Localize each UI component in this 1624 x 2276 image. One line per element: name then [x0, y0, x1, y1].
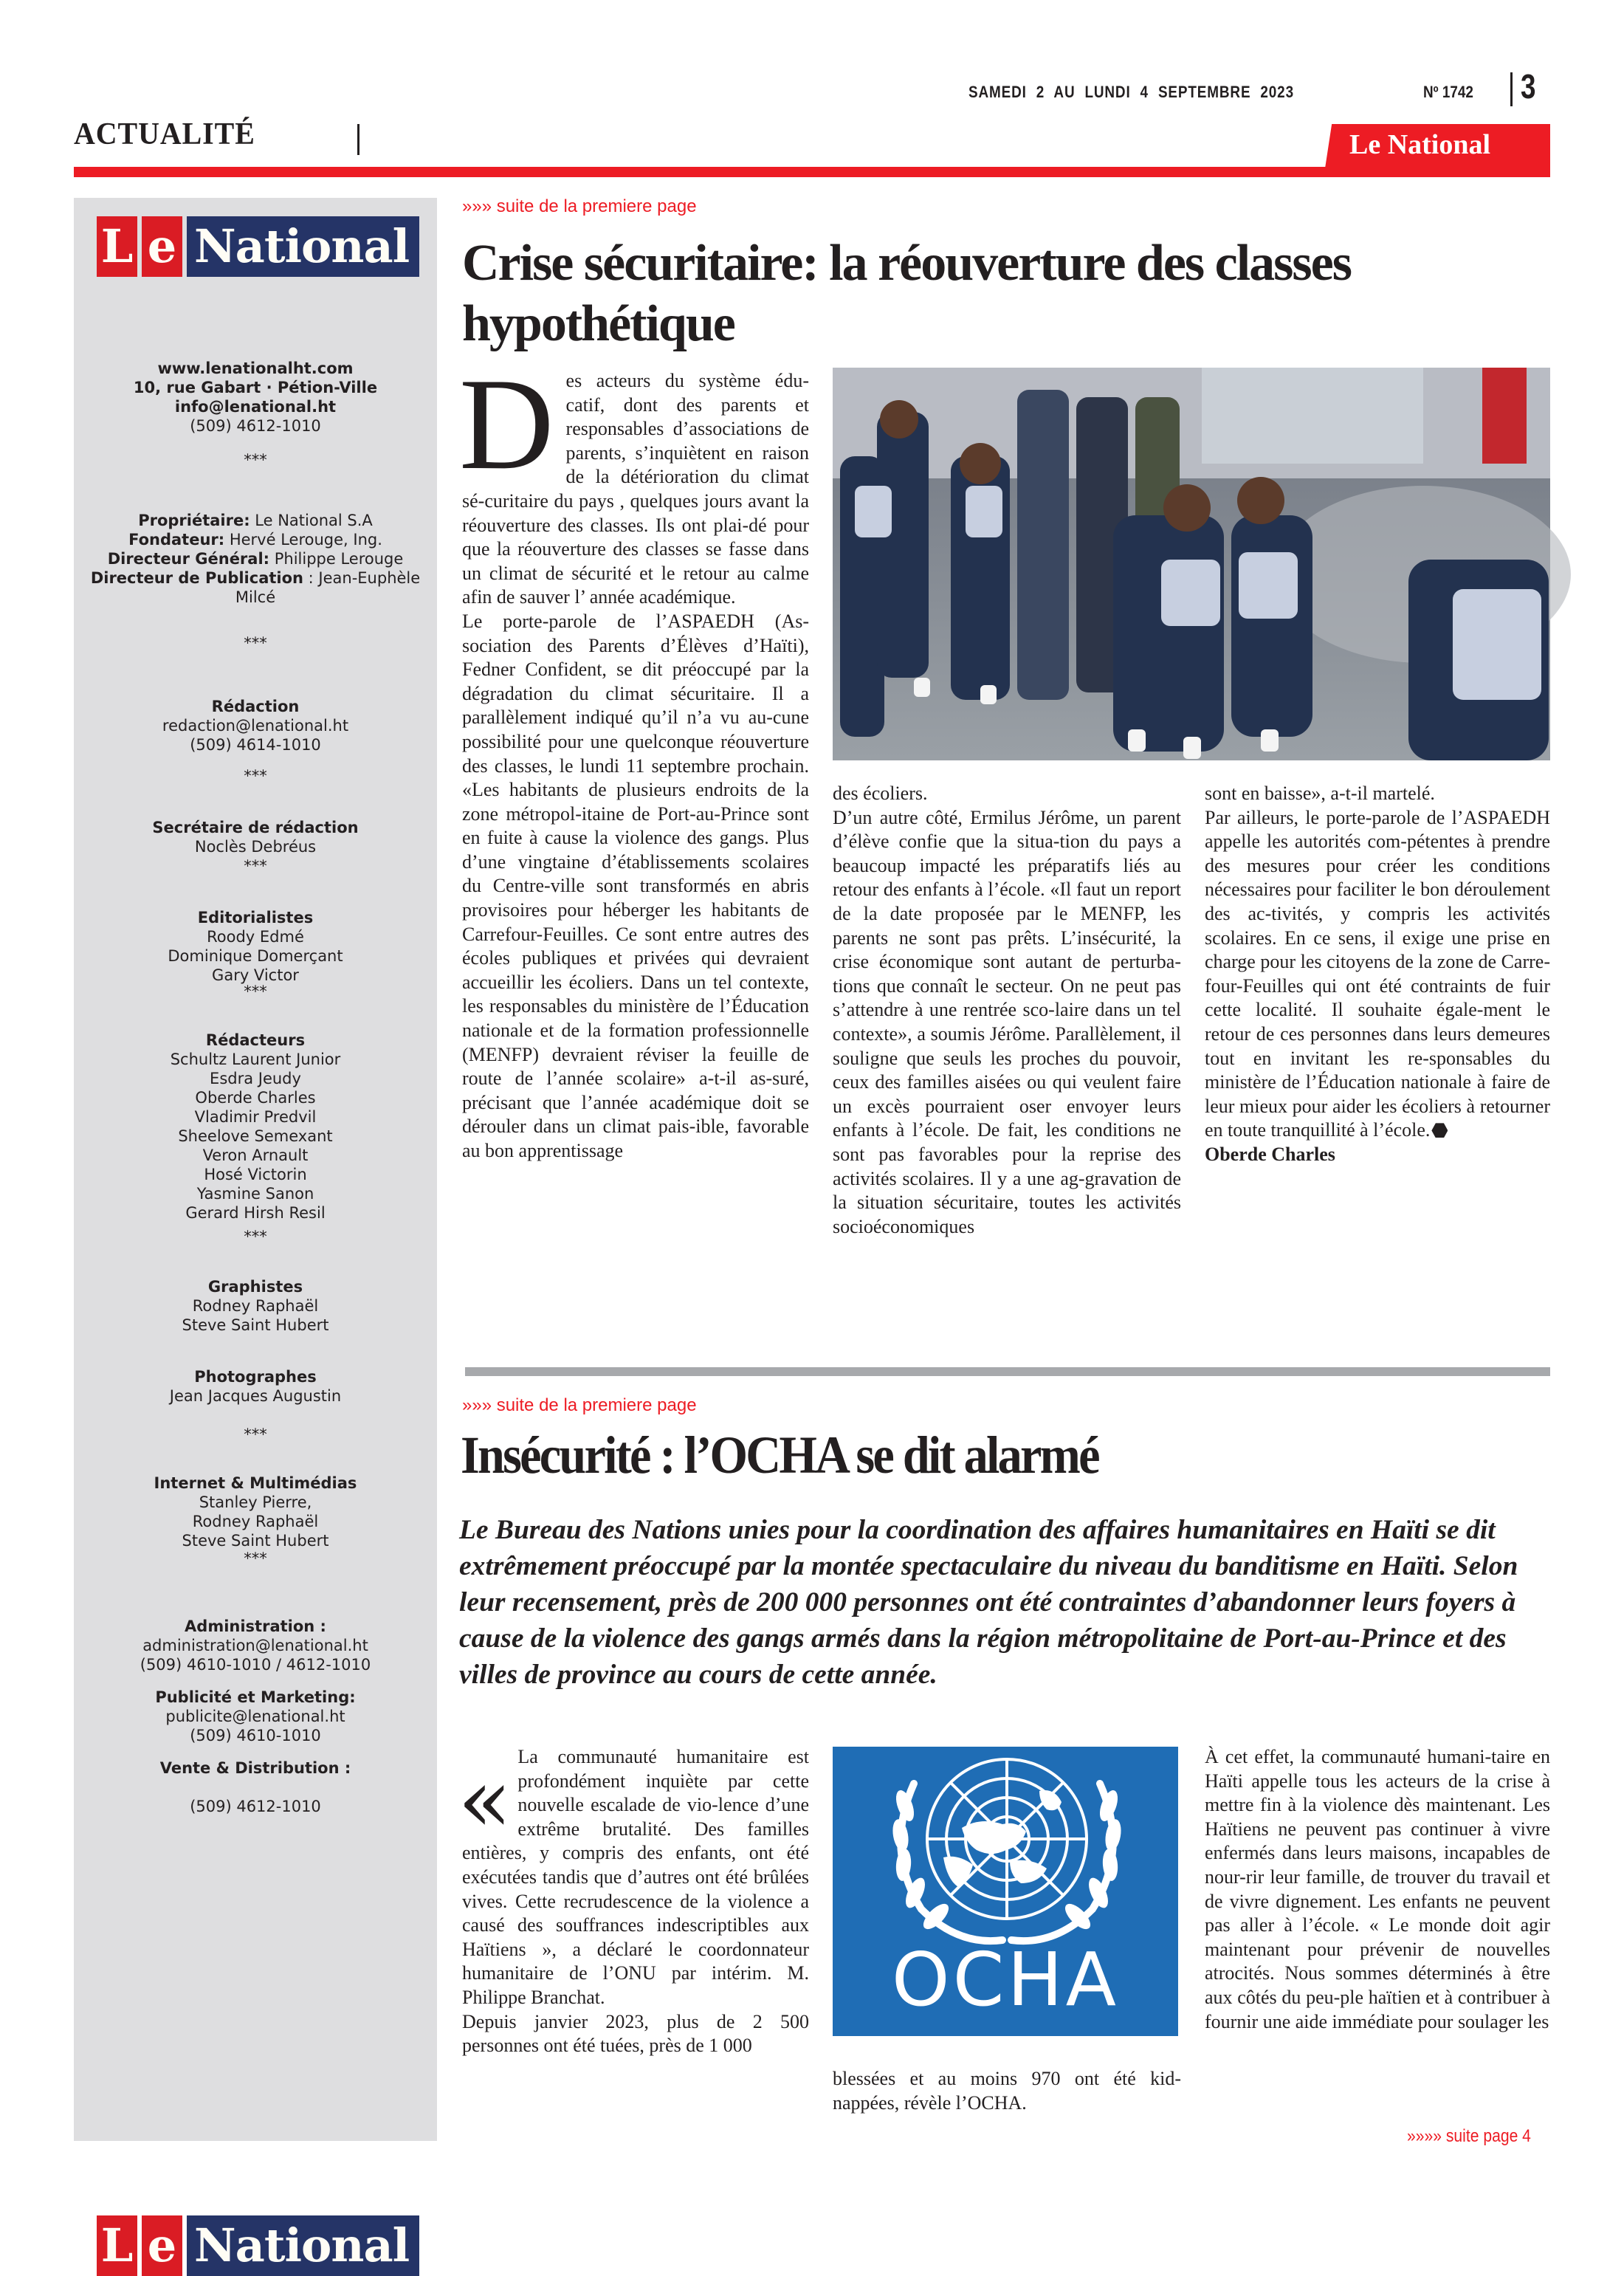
redacteur-name: Vladimir Predvil — [194, 1108, 317, 1126]
contact-email: info@lenational.ht — [174, 398, 337, 416]
paragraph: sont en baisse», a-t-il martelé. — [1205, 783, 1435, 804]
logo-word: National — [187, 216, 419, 277]
publisher-value: : Jean-Euphèle Milcé — [235, 569, 421, 606]
photo-placeholder-icon — [833, 368, 1550, 760]
director-label: Directeur Général: — [107, 550, 270, 568]
schoolchildren-photo — [833, 368, 1550, 760]
issue-number: Nº 1742 — [1423, 83, 1473, 101]
publicite-title: Publicité et Marketing: — [155, 1688, 356, 1706]
administration-block — [74, 1617, 437, 1674]
masthead-sidebar — [74, 198, 437, 2272]
secretaire-block — [74, 818, 437, 856]
paragraph: blessées et au moins 970 ont été kid-nappées, révèle l’OCHA. — [833, 2068, 1181, 2114]
separator: *** — [244, 767, 267, 785]
photographes-title: Photographes — [194, 1368, 317, 1386]
article-column-3 — [1205, 1745, 1550, 2034]
separator: *** — [244, 634, 267, 652]
founder-value: Hervé Lerouge, Ing. — [224, 531, 382, 549]
logo-word: National — [187, 2215, 419, 2276]
editorialistes-block — [74, 908, 437, 985]
le-national-logo — [97, 216, 419, 277]
secretaire-title: Secrétaire de rédaction — [152, 819, 359, 836]
paragraph-text: Par ailleurs, le porte-parole de l’ASPAEDH appelle les autorités com-pétentes à prendre des mesures pour créer les conditions nécessaires pour faciliter le bon déroulement des ac-tivités, y compris les activités scolaires. En ce sens, il exige une prise en charge pour les citoyens de la zone de Carre-four-Feuilles qui ont été contraints de fuir cette localité. Il souhaite égale-ment le retour de ces personnes dans leurs demeures tout en invitant les re-sponsables du ministère de l’Éducation nationale à faire de leur mieux pour aider les écoliers à retourner en toute tranquillité à l’école. — [1205, 806, 1550, 1141]
publicite-block — [74, 1688, 437, 1745]
header-divider — [1510, 72, 1513, 106]
ocha-logo — [833, 1747, 1178, 2036]
editorialiste-name: Gary Victor — [212, 966, 299, 984]
editorialiste-name: Dominique Domerçant — [168, 947, 343, 965]
article-lead: Le Bureau des Nations unies pour la coordination des affaires humanitaires en Haïti se dit extrêmement préoccupé par la montée spectaculaire du niveau du banditisme en Haïti. Selon leur recensement, près de 200 000 personnes ont été contraintes d’abandonner leurs foyers à cause de la violence des gangs armés dans la région métropolitaine de Port-au-Prince et des villes de province au cours de cette année. — [459, 1515, 1518, 1690]
redacteur-name: Yasmine Sanon — [196, 1185, 314, 1203]
internet-block — [74, 1474, 437, 1550]
contact-phone: (509) 4612-1010 — [190, 417, 321, 435]
logo-letter: e — [142, 216, 182, 277]
administration-title: Administration : — [185, 1617, 326, 1635]
section-title: ACTUALITÉ — [74, 117, 255, 151]
ownership-block — [74, 511, 437, 607]
paragraph: D’un autre côté, Ermilus Jérôme, un parent d’élève confie que la situa-tion du pays a beaucoup impacté les préparatifs liés au retour des enfants à l’école. «Il faut un report de la date proposée par le MENFP, les parents ne sont pas prêts. L’insécurité, la crise économique sont autant de perturba-tions que connaît le secteur. On ne peut pas s’attendre à une rentrée sco-laire dans un tel contexte», a soumis Jérôme. Parallèlement, il souligne que seuls les proches du pouvoir, ceux des familles aisées ou qui veulent faire un excès pourraient oser envoyer leurs enfants à l’école. De fait, les conditions ne sont pas favorables pour la reprise des activités scolaires. Il y a une ag-gravation de la situation sécuritaire, toutes les activités socioéconomiques — [833, 806, 1181, 1237]
graphiste-name: Steve Saint Hubert — [182, 1316, 329, 1334]
founder-label: Fondateur: — [128, 531, 225, 549]
article-column-1 — [459, 351, 809, 1163]
continued-from-front-link[interactable]: »»» suite de la premiere page — [462, 1395, 697, 1415]
internet-name: Stanley Pierre, — [199, 1493, 312, 1511]
publisher-label: Directeur de Publication — [90, 569, 303, 587]
secretaire-name: Noclès Debréus — [194, 838, 317, 856]
redacteur-name: Esdra Jeudy — [210, 1070, 301, 1087]
header-rule — [74, 167, 1550, 177]
internet-title: Internet & Multimédias — [154, 1474, 357, 1492]
contact-block — [74, 359, 437, 436]
editorialistes-title: Editorialistes — [197, 909, 314, 926]
administration-phone: (509) 4610-1010 / 4612-1010 — [140, 1656, 371, 1674]
article-column-3 — [1205, 782, 1550, 1167]
website: www.lenationalht.com — [157, 360, 354, 377]
owner-label: Propriétaire: — [138, 512, 250, 529]
photographes-block — [74, 1367, 437, 1406]
redaction-block — [74, 697, 437, 754]
issue-date: SAMEDI 2 AU LUNDI 4 SEPTEMBRE 2023 — [968, 83, 1294, 101]
article-column-2 — [833, 782, 1181, 1239]
page-number: 3 — [1521, 67, 1536, 106]
graphiste-name: Rodney Raphaël — [192, 1297, 319, 1315]
vente-block — [74, 1758, 437, 1816]
editorialiste-name: Roody Edmé — [207, 928, 304, 946]
brand-tab-label: Le National — [1349, 129, 1491, 160]
separator: *** — [244, 1228, 267, 1245]
paragraph: es acteurs du système édu-catif, dont des parents et responsables d’associations de parents, s’inquiètent en raison de la détérioration du climat sé-curitaire du pays , quelques jours avant la réouverture des classes. Ils ont plai-dé pour que la réouverture des classes se fasse dans un climat de sécurité et le retour au calme afin de sauver l’ année académique. — [462, 370, 809, 608]
redacteur-name: Hosé Victorin — [204, 1166, 307, 1183]
paragraph: La communauté humanitaire est profondément inquiète par cette nouvelle escalade de vio-lence d’une extrême brutalité. Des familles entières, y compris des enfants, ont été exécutées tandis que d’autres ont été brûlées vives. Cette recrudescence de la violence a causé des souffrances indescriptibles aux Haïtiens », a déclaré le coordonnateur humanitaire de l’ONU par intérim. M. Philippe Branchat. — [462, 1746, 809, 2008]
article-column-2 — [833, 2067, 1181, 2115]
drop-cap: D — [459, 351, 554, 497]
article-headline: Insécurité : l’OCHA se dit alarmé — [461, 1426, 1098, 1485]
director-value: Philippe Lerouge — [269, 550, 404, 568]
redacteur-name: Veron Arnault — [202, 1146, 309, 1164]
le-national-logo-footer — [97, 2215, 419, 2276]
logo-letter: L — [97, 2215, 137, 2276]
graphistes-title: Graphistes — [207, 1278, 303, 1296]
paragraph — [1205, 806, 1550, 1143]
redacteur-name: Oberde Charles — [195, 1089, 316, 1107]
separator: *** — [244, 451, 267, 469]
address: 10, rue Gabart · Pétion-Ville — [133, 379, 378, 396]
separator: *** — [244, 1426, 267, 1443]
vente-phone: (509) 4612-1010 — [190, 1798, 321, 1815]
paragraph: Depuis janvier 2023, plus de 2 500 personnes ont été tuées, près de 1 000 — [462, 2010, 809, 2057]
internet-name: Rodney Raphaël — [192, 1513, 319, 1530]
article-divider — [465, 1367, 1550, 1376]
redaction-title: Rédaction — [211, 698, 300, 715]
logo-letter: L — [97, 216, 137, 277]
continued-from-front-link[interactable]: »»» suite de la premiere page — [462, 196, 697, 216]
paragraph: Le porte-parole de l’ASPAEDH (As-sociation des Parents d’Élèves d’Haïti), Fedner Confident, se dit préoccupé par la dégradation du climat sécuritaire. Il a parallèlement indiqué qu’il n’a vu au-cune possibilité pour une quelconque réouverture des classes, le lundi 11 septembre prochain. «Les habitants de plusieurs endroits de la zone métropol-itaine de Port-au-Prince sont en fuite à cause la violence des gangs. Plus d’une vingtaine d’établissements scolaires du Centre-ville sont transformés en abris provisoires pour héberger les habitants de Carrefour-Feuilles. Ce sont entre autres des écoles publiques et privées qui devraient accueillir les écoliers. Dans un tel contexte, les responsables du ministère de l’Éducation nationale et de la formation professionnelle (MENFP) devraient réviser la feuille de route de l’année scolaire» a-t-il as-suré, précisant que l’année académique doit se dérouler dans un climat pais-ible, favorable au bon apprentissage — [462, 610, 809, 1161]
paragraph: À cet effet, la communauté humani-taire en Haïti appelle tous les acteurs de la crise à mettre fin à la violence dès maintenant. Les Haïtiens ne peuvent pas continuer à vivre enfermés dans leurs maisons, incapables de nour-rir leur famille, de trouver du travail et de vivre dignement. Les enfants ne peuvent pas aller à l’école. « Le monde doit agir maintenant pour prévenir de nouvelles atrocités. Nous sommes déterminés à être aux côtés du peu-ple haïtien et à contribuer à fournir une aide immédiate pour soulager les — [1205, 1746, 1550, 2032]
publicite-phone: (509) 4610-1010 — [190, 1727, 321, 1744]
redacteur-name: Sheelove Semexant — [178, 1127, 333, 1145]
internet-name: Steve Saint Hubert — [182, 1532, 329, 1550]
redaction-email: redaction@lenational.ht — [162, 717, 349, 735]
redacteur-name: Gerard Hirsh Resil — [185, 1204, 326, 1222]
end-of-article-icon — [1431, 1123, 1448, 1138]
logo-letter: e — [142, 2215, 182, 2276]
quote-mark-icon: « — [458, 1750, 512, 1852]
separator: *** — [244, 983, 267, 1000]
redacteurs-block — [74, 1031, 437, 1223]
continued-on-page-link[interactable]: »»»» suite page 4 — [1407, 2126, 1531, 2146]
article-column-1 — [458, 1745, 809, 2058]
vente-title: Vente & Distribution : — [159, 1759, 351, 1777]
administration-email: administration@lenational.ht — [142, 1637, 368, 1654]
separator: *** — [244, 1550, 267, 1567]
redaction-phone: (509) 4614-1010 — [190, 736, 321, 754]
paragraph: des écoliers. — [833, 783, 928, 804]
redacteur-name: Schultz Laurent Junior — [170, 1051, 341, 1068]
photographe-name: Jean Jacques Augustin — [169, 1387, 342, 1405]
section-divider — [357, 124, 359, 155]
separator: *** — [244, 857, 267, 875]
graphistes-block — [74, 1277, 437, 1335]
owner-value: Le National S.A — [250, 512, 373, 529]
article-headline: Crise sécuritaire: la réouverture des classes hypothétique — [462, 235, 1351, 352]
ocha-wordmark: OCHA — [891, 1936, 1120, 2023]
publicite-email: publicite@lenational.ht — [165, 1708, 345, 1725]
author-byline: Oberde Charles — [1205, 1143, 1335, 1165]
redacteurs-title: Rédacteurs — [205, 1031, 306, 1049]
